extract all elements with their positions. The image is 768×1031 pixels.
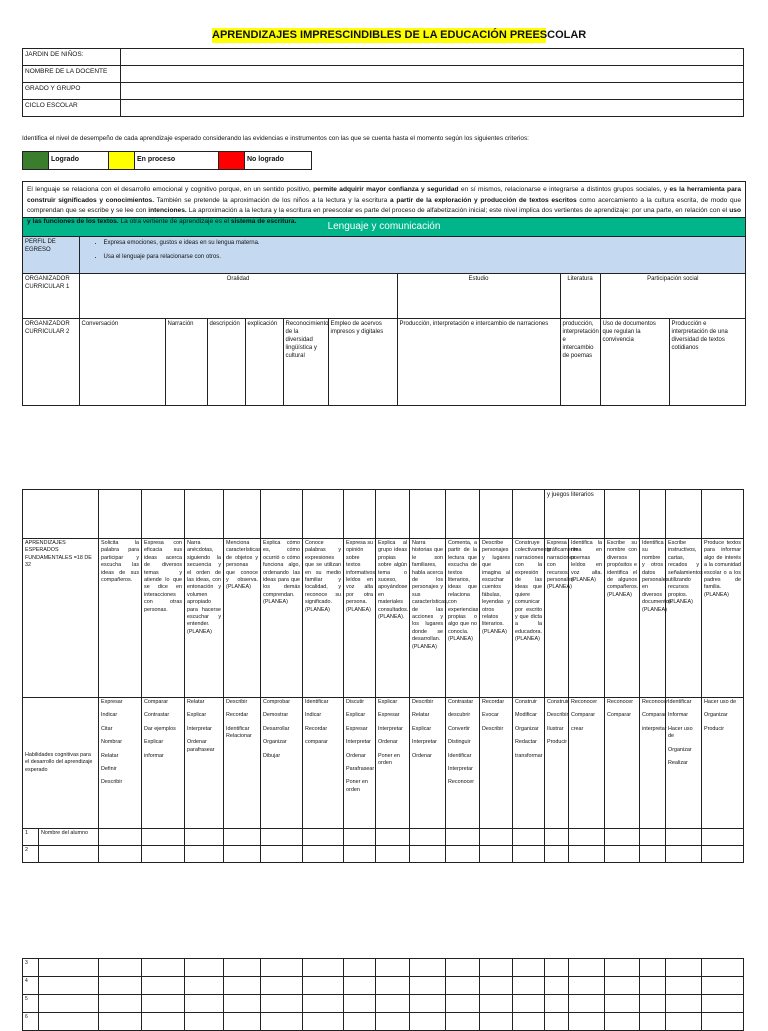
habilidades-cell	[224, 698, 261, 829]
evaluation-cell[interactable]	[702, 959, 744, 977]
alumno-number: 5	[23, 995, 39, 1013]
habilidad-item: Indicar	[305, 712, 322, 719]
evaluation-cell[interactable]	[224, 995, 261, 1013]
info-value[interactable]	[121, 100, 744, 117]
evaluation-cell[interactable]	[410, 1013, 446, 1031]
habilidad-item: interpretar	[642, 725, 667, 732]
habilidad-item: Expresar	[346, 725, 368, 732]
aprendizajes-label: APRENDIZAJES ESPERADOS FUNDAMENTALES =18 DE 32	[23, 539, 99, 698]
habilidad-item: Ilustrar	[547, 725, 564, 732]
habilidad-item: Nombrar	[101, 739, 122, 746]
habilidad-item: Evocar	[482, 712, 499, 719]
evaluation-cell[interactable]	[224, 959, 261, 977]
legend-swatch-logrado	[23, 152, 49, 170]
evaluation-cell[interactable]	[99, 977, 142, 995]
perfil-row	[23, 237, 745, 274]
habilidad-item: Comprobar	[263, 699, 290, 705]
evaluation-cell[interactable]	[640, 1013, 666, 1031]
aprendizaje-cell: Identifica la rima en poemas leídos en voz alta. (PLANEA)	[569, 539, 605, 698]
habilidades-cell	[303, 698, 344, 829]
evaluation-cell[interactable]	[99, 959, 142, 977]
evaluation-cell[interactable]	[640, 995, 666, 1013]
intro-text: en sí mismos, relacionarse e integrarse a distintos grupos sociales, y	[460, 186, 668, 193]
habilidad-item: comparar	[305, 739, 328, 746]
habilidad-item: Expresar	[101, 699, 123, 705]
intro-text: La aproximación a la lectura y la escritura en preescolar es parte del proceso de alfabetización inicial; este nivel implica dos vertientes de aprendizaje: por una parte, en relación con el	[188, 207, 728, 214]
org1-participacion-social: Participación social	[600, 274, 745, 319]
evaluation-cell[interactable]	[142, 1013, 185, 1031]
habilidad-item: Organizar	[263, 739, 287, 746]
evaluation-cell[interactable]	[185, 977, 224, 995]
alumno-name[interactable]	[39, 995, 99, 1013]
evaluation-cell[interactable]	[702, 977, 744, 995]
info-row	[23, 100, 744, 117]
info-row	[23, 83, 744, 100]
legend-swatch-en-proceso	[109, 152, 135, 170]
habilidad-item: Distinguir	[448, 739, 471, 746]
aprendizaje-cell: Narra anécdotas, siguiendo la secuencia y el orden de las ideas, con entonación y volumen apropiado para hacerse escuchar y entender. (PLANEA)	[185, 539, 224, 698]
habilidad-item: Interpretar	[187, 725, 212, 732]
habilidad-item: Expresar	[378, 712, 400, 719]
org2-cell: Uso de documentos que regulan la convivencia	[600, 319, 669, 406]
org2-cell: Reconocimiento de la diversidad lingüística y cultural	[283, 319, 328, 406]
intro-text: El lenguaje se relaciona con el desarrollo emocional y cognitivo porque, en un sentido positivo,	[27, 186, 311, 193]
habilidad-item: Comparar	[607, 712, 631, 719]
info-label: JARDIN DE NIÑOS:	[23, 49, 121, 66]
aprendizaje-cell: Conoce palabras y expresiones que se utilizan en su medio familiar y localidad, y reconoce su significado. (PLANEA)	[303, 539, 344, 698]
info-label: GRADO Y GRUPO	[23, 83, 121, 100]
alumno-name[interactable]	[39, 959, 99, 977]
evaluation-cell[interactable]	[185, 995, 224, 1013]
evaluation-cell[interactable]	[99, 995, 142, 1013]
alumno-name[interactable]	[39, 846, 99, 863]
alumno-row	[23, 1013, 744, 1031]
evaluation-cell[interactable]	[513, 959, 545, 977]
org2-cell: producción, interpretación e intercambio de poemas	[560, 319, 600, 406]
evaluation-cell[interactable]	[142, 995, 185, 1013]
evaluation-cell[interactable]	[545, 1013, 569, 1031]
evaluation-cell[interactable]	[142, 959, 185, 977]
evaluation-cell[interactable]	[605, 959, 640, 977]
habilidad-item: Relatar	[412, 712, 430, 719]
alumno-number: 3	[23, 959, 39, 977]
evaluation-cell[interactable]	[480, 959, 513, 977]
evaluation-cell[interactable]	[605, 995, 640, 1013]
legend-table	[22, 151, 312, 170]
evaluation-cell[interactable]	[376, 959, 410, 977]
aprendizaje-cell: Produce textos para informar algo de interés a la comunidad escolar o a los padres de familia. (PLANEA)	[702, 539, 744, 698]
habilidad-item: Organizar	[668, 746, 692, 753]
habilidades-cell	[410, 698, 446, 829]
evaluation-cell[interactable]	[446, 1013, 480, 1031]
org1-label: ORGANIZADOR CURRICULAR 1	[23, 274, 79, 319]
habilidad-item: Ordenar	[412, 752, 432, 759]
habilidad-item: Hacer uso de	[704, 699, 737, 705]
evaluation-cell[interactable]	[376, 977, 410, 995]
habilidad-item: Redactar	[515, 739, 537, 746]
habilidad-item: Reconocer	[571, 699, 598, 705]
intro-bold: permite adquirir mayor confianza y seguridad	[313, 186, 459, 193]
evaluation-cell[interactable]	[545, 959, 569, 977]
alumno-number: 2	[23, 846, 39, 863]
intro-bold: a partir de la exploración y producción de textos escritos	[389, 196, 577, 204]
aprendizaje-cell: Menciona características de objetos y personas que conoce y observa. (PLANEA)	[224, 539, 261, 698]
habilidad-item: Interpretar	[378, 725, 403, 732]
org2-cell: Empleo de acervos impresos y digitales	[328, 319, 397, 406]
aprendizaje-cell: Explica al grupo ideas propias sobre algún tema o suceso, apoyándose en materiales consultados. (PLANEA).	[376, 539, 410, 698]
evaluation-cell[interactable]	[142, 977, 185, 995]
habilidades-cell	[344, 698, 376, 829]
habilidad-item: Reconocer	[607, 699, 634, 705]
intro-text: La otra vertiente de aprendizaje es el	[120, 217, 229, 225]
habilidad-item: descubrir	[448, 712, 471, 719]
evaluation-cell[interactable]	[99, 1013, 142, 1031]
habilidad-item: Identificar	[668, 699, 692, 705]
org2-row	[23, 319, 745, 406]
alumno-number: 1	[23, 829, 39, 846]
habilidad-item: Demostrar	[263, 712, 289, 719]
org2-cell: Producción e interpretación de una diversidad de textos cotidianos	[669, 319, 745, 406]
habilidad-item: Explicar	[412, 725, 432, 732]
habilidad-item: Discutir	[346, 699, 365, 705]
org1-literatura: Literatura	[560, 274, 600, 319]
alumno-row	[23, 959, 744, 977]
evaluation-cell[interactable]	[185, 1013, 224, 1031]
evaluation-cell[interactable]	[666, 1013, 702, 1031]
evaluation-cell[interactable]	[513, 977, 545, 995]
evaluation-cell[interactable]	[261, 977, 303, 995]
org2-cell: Narración	[165, 319, 207, 406]
evaluation-cell[interactable]	[446, 995, 480, 1013]
evaluation-cell[interactable]	[303, 977, 344, 995]
info-value[interactable]	[121, 49, 744, 66]
info-value[interactable]	[121, 83, 744, 100]
intro-bold: uso y las funciones de los textos.	[27, 207, 741, 225]
org1-row	[23, 274, 745, 319]
habilidad-item: Poner en orden	[378, 752, 400, 767]
habilidad-item: Ordenar	[346, 752, 366, 759]
evaluation-cell[interactable]	[640, 959, 666, 977]
evaluation-cell[interactable]	[605, 977, 640, 995]
info-label: CICLO ESCOLAR	[23, 100, 121, 117]
curriculum-table	[23, 237, 745, 405]
habilidades-cell	[702, 698, 744, 829]
org1-estudio: Estudio	[397, 274, 560, 319]
aprendizajes-row	[23, 539, 744, 698]
habilidad-item: Convertir	[448, 725, 470, 732]
intro-paragraph	[23, 182, 745, 225]
evaluation-cell[interactable]	[261, 1013, 303, 1031]
evaluation-cell[interactable]	[410, 977, 446, 995]
evaluation-cell[interactable]	[410, 959, 446, 977]
perfil-label: PERFIL DE EGRESO	[23, 237, 79, 274]
evaluation-cell[interactable]	[376, 995, 410, 1013]
evaluation-cell[interactable]	[344, 1013, 376, 1031]
evaluation-cell[interactable]	[224, 977, 261, 995]
main-section	[22, 181, 746, 406]
evaluation-cell[interactable]	[261, 995, 303, 1013]
habilidad-item: Recordar	[305, 725, 328, 732]
habilidad-item: Interpretar	[346, 739, 371, 746]
perfil-item: • Expresa emociones, gustos e ideas en su lengua materna.	[104, 239, 744, 247]
habilidad-item: Organizar	[704, 712, 728, 719]
perfil-items	[79, 237, 745, 274]
habilidad-item: Explicar	[187, 712, 207, 719]
evaluation-cell[interactable]	[303, 1013, 344, 1031]
habilidades-cell	[142, 698, 185, 829]
aprendizajes-table	[22, 489, 744, 863]
evaluation-cell[interactable]	[410, 995, 446, 1013]
habilidad-item: Ordenar parafrasear	[187, 739, 215, 753]
habilidad-item: Construir	[515, 699, 537, 705]
habilidad-item: Comparar	[571, 712, 595, 719]
evaluation-cell[interactable]	[545, 995, 569, 1013]
info-row	[23, 49, 744, 66]
habilidad-item: informar	[144, 752, 164, 759]
habilidad-item: Producir	[704, 725, 725, 732]
habilidades-cell	[376, 698, 410, 829]
alumno-number: 6	[23, 1013, 39, 1031]
org1-oralidad: Oralidad	[79, 274, 397, 319]
alumno-row	[23, 995, 744, 1013]
aprendizaje-cell: Escribe instructivos, cartas, recados y señalamientos utilizando recursos propios. (PLANEA)	[666, 539, 702, 698]
org2-cell: Producción, interpretación e intercambio de narraciones	[397, 319, 560, 406]
habilidad-item: Contrastar	[448, 699, 474, 705]
aprendizaje-cell: Explica cómo es, cómo ocurrió o cómo funciona algo, ordenando las ideas para que los demás comprendan. (PLANEA)	[261, 539, 303, 698]
intro-bold: es la herramienta para construir significados y conocimientos.	[27, 186, 741, 204]
aprendizaje-cell: Escribe su nombre con diversos propósitos e identifica el de algunos compañeros. (PLANEA)	[605, 539, 640, 698]
habilidad-item: Informar	[668, 712, 689, 719]
literatura-cont-row	[23, 490, 744, 539]
evaluation-cell[interactable]	[702, 995, 744, 1013]
habilidad-item: Contrastar	[144, 712, 170, 719]
habilidad-item: Construir	[547, 699, 569, 705]
habilidad-item: Relatar	[101, 752, 119, 759]
legend-swatch-no-logrado	[219, 152, 245, 170]
habilidades-cell	[569, 698, 605, 829]
perfil-item: • Usa el lenguaje para relacionarse con otros.	[104, 253, 744, 261]
evaluation-cell[interactable]	[666, 959, 702, 977]
literatura-cont: y juegos literarios	[545, 490, 605, 539]
habilidad-item: Reconocer	[448, 779, 475, 786]
habilidad-item: Desarrollar	[263, 725, 290, 732]
evaluation-cell[interactable]	[480, 995, 513, 1013]
habilidades-label: Habilidades cognitivas para el desarrollo del aprendizaje esperado	[23, 698, 99, 829]
habilidad-item: Comparar	[144, 699, 168, 705]
habilidades-cell	[513, 698, 545, 829]
instruction-text: Identifica el nivel de desempeño de cada aprendizaje esperado considerando las evidencias e instrumentos con las que se cuenta hasta el momento según los siguientes criterios:	[22, 135, 529, 142]
page-title: APRENDIZAJES IMPRESCINDIBLES DE LA EDUCACIÓN PREESCOLAR	[212, 29, 587, 41]
aprendizaje-cell: Comenta, a partir de la lectura que escucha de textos literarios, ideas que relaciona con experiencias propias o algo que no conocía. (PLANEA)	[446, 539, 480, 698]
evaluation-cell[interactable]	[569, 977, 605, 995]
aprendizaje-cell: Identifica su nombre y otros datos personales en diversos documentos. (PLANEA)	[640, 539, 666, 698]
habilidad-item: Definir	[101, 766, 117, 773]
evaluation-cell[interactable]	[666, 977, 702, 995]
lower-student-table	[22, 958, 744, 1031]
habilidades-cell	[545, 698, 569, 829]
alumno-name[interactable]	[39, 1013, 99, 1031]
evaluation-cell[interactable]	[303, 995, 344, 1013]
habilidades-cell	[640, 698, 669, 829]
habilidad-item: Reconocer	[642, 699, 669, 705]
alumno-name[interactable]	[39, 977, 99, 995]
intro-bold: sistema de escritura.	[230, 217, 297, 225]
habilidades-cell	[185, 698, 224, 829]
evaluation-cell[interactable]	[569, 1013, 605, 1031]
aprendizaje-cell: Expresa con eficacia sus ideas acerca de diversos temas y atiende lo que se dice en interacciones con otras personas.	[142, 539, 185, 698]
habilidad-item: Recordar	[482, 699, 505, 705]
habilidades-cell	[99, 698, 142, 829]
info-table	[22, 48, 744, 117]
aprendizaje-cell: Expresa su opinión sobre textos informativos leídos en voz alta por otra persona. (PLANEA)	[344, 539, 376, 698]
habilidad-item: Interpretar	[448, 766, 473, 773]
evaluation-cell[interactable]	[261, 959, 303, 977]
evaluation-cell[interactable]	[605, 1013, 640, 1031]
habilidad-item: Describir	[547, 712, 569, 719]
habilidad-item: Recordar	[226, 712, 249, 719]
evaluation-cell[interactable]	[185, 959, 224, 977]
org2-label: ORGANIZADOR CURRICULAR 2	[23, 319, 79, 406]
habilidad-item: Realizar	[668, 760, 688, 767]
evaluation-cell[interactable]	[224, 1013, 261, 1031]
alumno-row	[23, 829, 744, 846]
org2-cell: explicación	[245, 319, 283, 406]
alumno-number: 4	[23, 977, 39, 995]
habilidad-item: Identificar	[448, 752, 472, 759]
aprendizaje-cell: Expresa gráficamente narraciones con recursos personales. (PLANEA)	[545, 539, 569, 698]
habilidad-item: Explicar	[346, 712, 366, 719]
alumno-row	[23, 846, 744, 863]
evaluation-cell[interactable]	[376, 1013, 410, 1031]
evaluation-cell[interactable]	[446, 977, 480, 995]
evaluation-cell[interactable]	[513, 1013, 545, 1031]
evaluation-cell[interactable]	[303, 959, 344, 977]
evaluation-cell[interactable]	[545, 977, 569, 995]
habilidad-item: crear	[571, 725, 584, 732]
evaluation-cell[interactable]	[702, 1013, 744, 1031]
habilidad-item: Comparar	[642, 712, 666, 719]
info-label: NOMBRE DE LA DOCENTE	[23, 66, 121, 83]
habilidades-cell	[605, 698, 640, 829]
habilidad-item: Dar ejemplos	[144, 725, 176, 732]
habilidad-item: Indicar	[101, 712, 118, 719]
evaluation-cell[interactable]	[446, 959, 480, 977]
evaluation-cell[interactable]	[344, 959, 376, 977]
habilidad-item: transformar	[515, 752, 543, 759]
habilidad-item: Producir	[547, 739, 568, 746]
habilidad-item: Organizar	[515, 725, 539, 732]
habilidades-row	[23, 698, 744, 829]
legend-label-en-proceso: En proceso	[135, 152, 219, 170]
legend-label-no-logrado: No logrado	[245, 152, 312, 170]
info-row	[23, 66, 744, 83]
alumno-name[interactable]: Nombre del alumno	[39, 829, 99, 846]
habilidades-cell	[666, 698, 702, 829]
aprendizaje-cell: Narra historias que le son familiares, habla acerca de los personajes y sus características, de las acciones y los lugares donde se desarrollan. (PLANEA)	[410, 539, 446, 698]
habilidad-item: Identificar	[305, 699, 329, 705]
habilidad-item: Identificar Relacionar	[226, 725, 252, 740]
intro-text: También se pretende la aproximación de los niños a la lectura y la escritura	[156, 196, 388, 204]
habilidad-item: Modificar	[515, 712, 537, 719]
habilidades-cell	[446, 698, 480, 829]
evaluation-cell[interactable]	[666, 995, 702, 1013]
habilidad-item: Poner en orden	[346, 779, 368, 793]
evaluation-cell[interactable]	[569, 959, 605, 977]
evaluation-cell[interactable]	[344, 995, 376, 1013]
habilidad-item: Citar	[101, 725, 113, 732]
evaluation-cell[interactable]	[640, 977, 666, 995]
evaluation-cell[interactable]	[480, 977, 513, 995]
habilidad-item: Describir	[226, 699, 248, 705]
habilidad-item: Parafrasear	[346, 766, 375, 773]
aprendizaje-cell: Describe personajes y lugares que imagina al escuchar cuentos fábulas, leyendas y otros relatos literarios. (PLANEA)	[480, 539, 513, 698]
evaluation-cell[interactable]	[513, 995, 545, 1013]
intro-bold: intenciones.	[148, 207, 187, 214]
aprendizaje-cell: Construye colectivamente narraciones con la expresión de las ideas que quiere comunicar por escrito y que dicta a la educadora. (PLANEA)	[513, 539, 545, 698]
org2-cell: Conversación	[79, 319, 165, 406]
habilidad-item: Interpretar	[412, 739, 437, 746]
habilidad-item: Describir	[412, 699, 434, 705]
habilidad-item: Describir	[482, 725, 504, 732]
evaluation-cell[interactable]	[569, 995, 605, 1013]
evaluation-cell[interactable]	[344, 977, 376, 995]
habilidades-cell	[261, 698, 303, 829]
habilidad-item: Dibujar	[263, 752, 281, 759]
evaluation-cell[interactable]	[480, 1013, 513, 1031]
habilidad-item: Describir	[101, 779, 123, 786]
habilidad-item: Hacer uso de	[668, 725, 693, 740]
habilidad-item: Ordenar	[378, 739, 398, 746]
aprendizaje-cell: Solicita la palabra para participar y escucha las ideas de sus compañeros.	[99, 539, 142, 698]
intro-text: como acercamiento a la cultura escrita, de modo que comprendan que se escribe y se lee con	[27, 196, 741, 214]
section-title: Lenguaje y comunicación	[23, 217, 745, 237]
alumno-row	[23, 977, 744, 995]
habilidad-item: Explicar	[144, 739, 164, 746]
info-value[interactable]	[121, 66, 744, 83]
org2-cell: descripción	[207, 319, 245, 406]
habilidades-cell	[480, 698, 513, 829]
habilidad-item: Relatar	[187, 699, 205, 705]
habilidad-item: Explicar	[378, 699, 398, 705]
legend-label-logrado: Logrado	[49, 152, 109, 170]
